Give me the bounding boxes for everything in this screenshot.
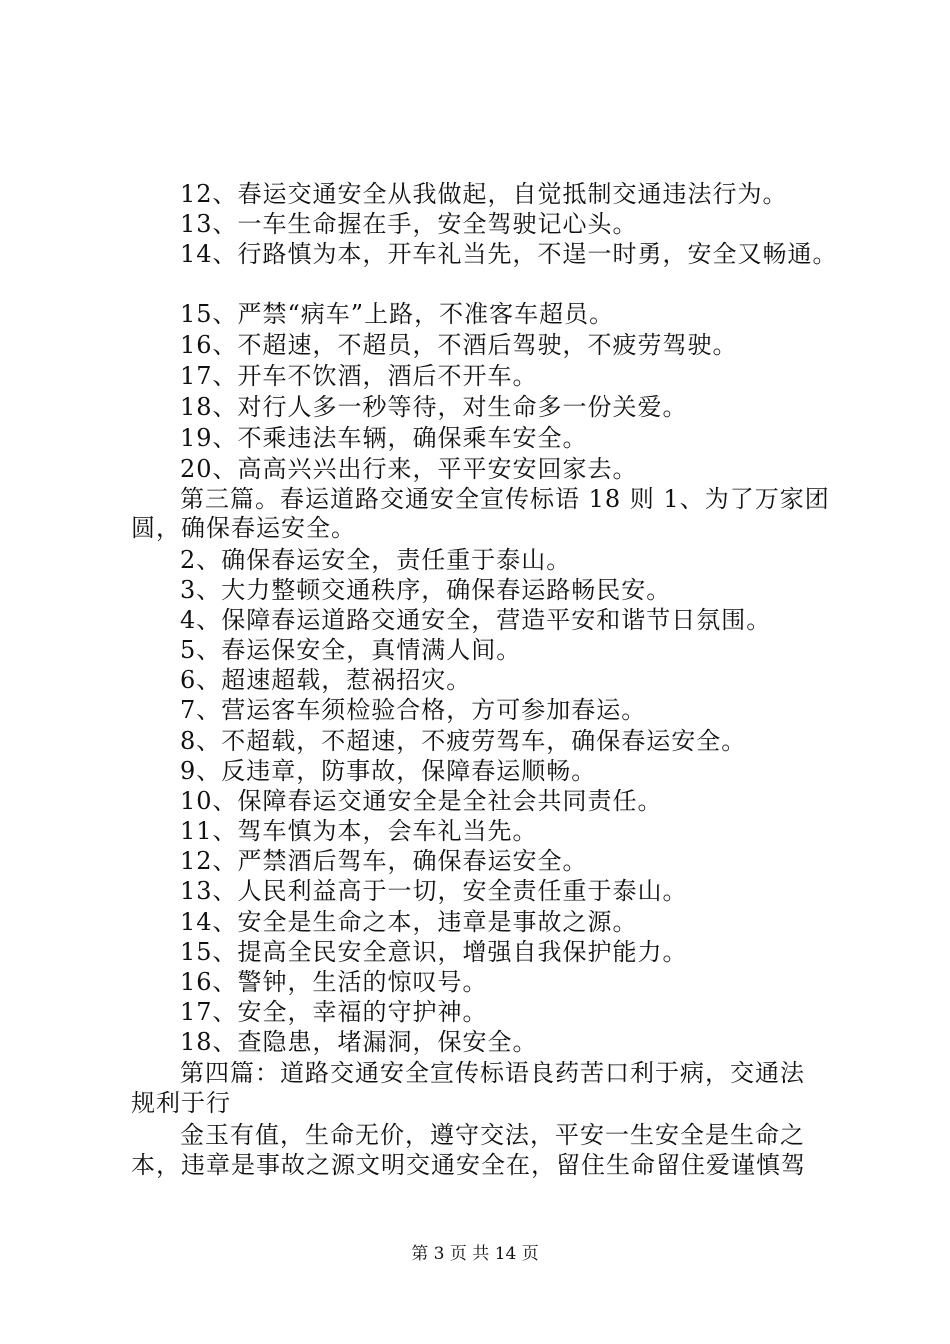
text-line: 16、警钟，生活的惊叹号。 [180,968,488,996]
text-line: 13、人民利益高于一切，安全责任重于泰山。 [180,877,688,905]
text-line: 18、查隐患，堵漏洞，保安全。 [180,1028,538,1056]
text-line: 12、春运交通安全从我做起，自觉抵制交通违法行为。 [180,180,788,208]
text-line: 10、保障春运交通安全是全社会共同责任。 [180,787,663,815]
text-line: 15、提高全民安全意识，增强自我保护能力。 [180,938,688,966]
text-line: 19、不乘违法车辆，确保乘车安全。 [180,424,588,452]
text-line: 13、一车生命握在手，安全驾驶记心头。 [180,210,638,238]
text-line: 7、营运客车须检验合格，方可参加春运。 [180,696,647,724]
text-line: 11、驾车慎为本，会车礼当先。 [180,817,538,845]
section-heading: 第四篇：道路交通安全宣传标语良药苦口利于病，交通法 [180,1059,805,1087]
text-line: 规利于行 [131,1089,231,1117]
text-line: 3、大力整顿交通秩序，确保春运路畅民安。 [180,576,672,604]
page-number-footer: 第 3 页 共 14 页 [411,1244,539,1264]
text-line: 圆，确保春运安全。 [131,514,356,542]
text-line: 16、不超速，不超员，不酒后驾驶，不疲劳驾驶。 [180,331,738,359]
text-line: 18、对行人多一秒等待，对生命多一份关爱。 [180,393,688,421]
text-line: 14、安全是生命之本，违章是事故之源。 [180,908,638,936]
text-line: 本，违章是事故之源文明交通安全在，留住生命留住爱谨慎驾 [131,1151,806,1179]
text-line: 4、保障春运道路交通安全，营造平安和谐节日氛围。 [180,606,772,634]
text-line: 12、严禁酒后驾车，确保春运安全。 [180,847,588,875]
text-line: 2、确保春运安全，责任重于泰山。 [180,546,572,574]
text-line: 9、反违章，防事故，保障春运顺畅。 [180,757,597,785]
text-line: 8、不超载，不超速，不疲劳驾车，确保春运安全。 [180,727,747,755]
text-line: 17、安全，幸福的守护神。 [180,998,488,1026]
text-line: 20、高高兴兴出行来，平平安安回家去。 [180,455,638,483]
text-line: 17、开车不饮酒，酒后不开车。 [180,362,538,390]
text-line: 6、超速超载，惹祸招灾。 [180,666,472,694]
text-line: 14、行路慎为本，开车礼当先，不逞一时勇，安全又畅通。 [180,240,838,268]
section-heading: 第三篇。春运道路交通安全宣传标语 18 则 1、为了万家团 [180,485,830,513]
text-line: 5、春运保安全，真情满人间。 [180,636,522,664]
text-line: 15、严禁“病车”上路，不准客车超员。 [180,300,615,328]
text-line: 金玉有值，生命无价，遵守交法，平安一生安全是生命之 [180,1121,805,1149]
